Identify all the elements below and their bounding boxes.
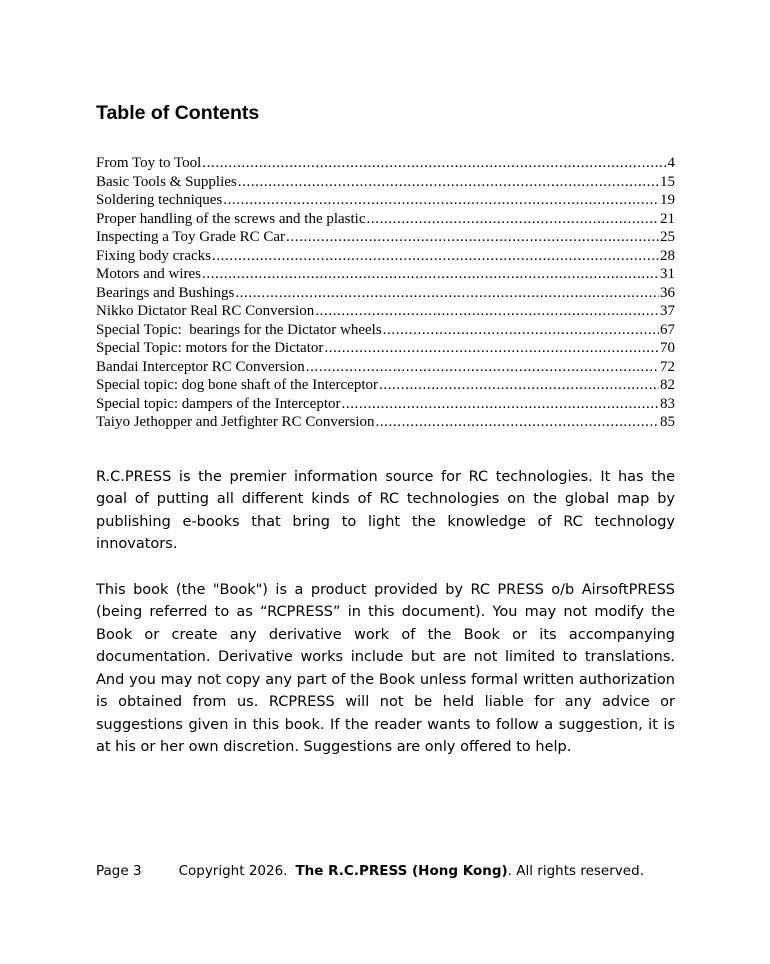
toc-page-number: 31 bbox=[660, 266, 675, 282]
page-title: Table of Contents bbox=[96, 102, 260, 124]
toc-entry bbox=[96, 321, 675, 340]
toc-dot-leader bbox=[235, 284, 659, 303]
toc-entry bbox=[96, 173, 675, 192]
publisher-name: The R.C.PRESS (Hong Kong) bbox=[295, 863, 508, 879]
intro-paragraph: R.C.PRESS is the premier information source for RC technologies. It has the goal of putting all different kinds of RC technologies on the global map by publishing e-books that bring to light the knowledge of RC technology innovators. bbox=[96, 468, 675, 552]
toc-entry-title: Bearings and Bushings bbox=[96, 284, 235, 301]
toc-entry-title: Special topic: dog bone shaft of the Interceptor bbox=[96, 377, 378, 393]
page-footer bbox=[96, 862, 644, 880]
toc-page-number: 72 bbox=[660, 358, 675, 375]
toc-entry-title: Soldering techniques bbox=[96, 192, 223, 208]
page-content bbox=[96, 0, 675, 759]
toc-entry-title: Special Topic: bearings for the Dictator wheels bbox=[96, 321, 382, 338]
toc-dot-leader bbox=[202, 154, 666, 173]
toc-dot-leader bbox=[379, 376, 659, 395]
toc-entry-title: Nikko Dictator Real RC Conversion bbox=[96, 303, 315, 319]
toc-page-number: 21 bbox=[660, 210, 675, 227]
toc-entry-title: Basic Tools & Supplies bbox=[96, 173, 237, 190]
toc-entry bbox=[96, 284, 675, 303]
toc-entry bbox=[96, 210, 675, 229]
toc-entry-title: Proper handling of the screws and the plastic bbox=[96, 210, 366, 227]
toc-entry bbox=[96, 376, 675, 395]
toc-dot-leader bbox=[223, 191, 659, 210]
toc-dot-leader bbox=[342, 395, 660, 414]
copyright-text: Copyright 2026. bbox=[178, 863, 288, 879]
toc-page-number: 25 bbox=[660, 229, 675, 245]
toc-page-number: 28 bbox=[660, 247, 675, 264]
toc-entry-title: Special Topic: motors for the Dictator bbox=[96, 340, 324, 356]
toc-entry-title: Fixing body cracks bbox=[96, 247, 211, 264]
toc-dot-leader bbox=[286, 228, 659, 247]
toc-dot-leader bbox=[375, 413, 659, 432]
toc-entry bbox=[96, 358, 675, 377]
toc-dot-leader bbox=[324, 339, 659, 358]
toc-page-number: 85 bbox=[660, 414, 675, 430]
rights-text: . All rights reserved. bbox=[507, 863, 644, 879]
toc-page-number: 67 bbox=[660, 321, 675, 338]
toc-dot-leader bbox=[367, 210, 659, 229]
toc-dot-leader bbox=[315, 302, 659, 321]
page-number-label: Page 3 bbox=[96, 863, 142, 879]
license-paragraph: This book (the "Book") is a product provided by RC PRESS o/b AirsoftPRESS (being referred to as “RCPRESS” in this document). You may not modify the Book or create any derivative work of the Book or its accompanying documentation. Derivative works include but are not limited to translations. And you may not copy any part of the Book unless formal written authorization is obtained from us. RCPRESS will not be held liable for any advice or suggestions given in this book. If the reader wants to follow a suggestion, it is at his or her own discretion. Suggestions are only offered to help. bbox=[96, 581, 675, 755]
toc-entry bbox=[96, 265, 675, 284]
toc-entry bbox=[96, 228, 675, 247]
toc-dot-leader bbox=[383, 321, 659, 340]
toc-entry bbox=[96, 247, 675, 266]
toc-list bbox=[96, 154, 675, 432]
toc-entry-title: Special topic: dampers of the Interceptor bbox=[96, 395, 341, 412]
toc-entry-title: Bandai Interceptor RC Conversion bbox=[96, 358, 305, 375]
toc-page-number: 70 bbox=[660, 340, 675, 356]
toc-page-number: 82 bbox=[660, 377, 675, 393]
toc-entry-title: From Toy to Tool bbox=[96, 155, 202, 171]
toc-entry bbox=[96, 154, 675, 173]
toc-page-number: 19 bbox=[660, 192, 675, 208]
toc-dot-leader bbox=[306, 358, 659, 377]
toc-entry bbox=[96, 302, 675, 321]
toc-dot-leader bbox=[238, 173, 659, 192]
toc-dot-leader bbox=[202, 265, 659, 284]
toc-entry-title: Taiyo Jethopper and Jetfighter RC Conversion bbox=[96, 414, 375, 430]
toc-page-number: 15 bbox=[660, 173, 675, 190]
toc-page-number: 83 bbox=[660, 395, 675, 412]
toc-entry bbox=[96, 191, 675, 210]
toc-entry-title: Inspecting a Toy Grade RC Car bbox=[96, 229, 286, 245]
toc-entry-title: Motors and wires bbox=[96, 266, 201, 282]
toc-page-number: 37 bbox=[660, 303, 675, 319]
toc-entry bbox=[96, 339, 675, 358]
toc-entry bbox=[96, 395, 675, 414]
toc-entry bbox=[96, 413, 675, 432]
toc-dot-leader bbox=[212, 247, 659, 266]
toc-page-number: 4 bbox=[667, 155, 675, 171]
toc-page-number: 36 bbox=[660, 284, 675, 301]
